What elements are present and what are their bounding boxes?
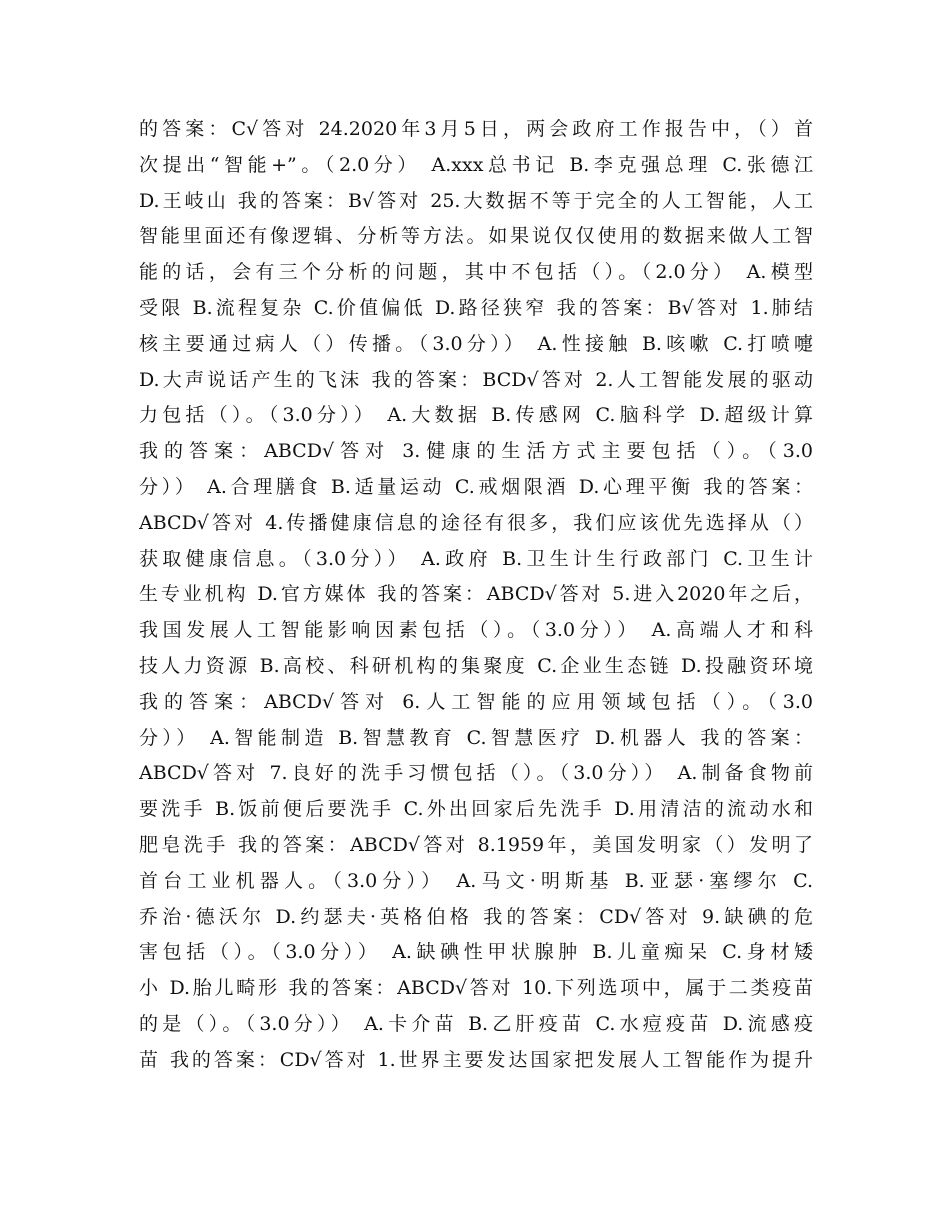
document-body	[139, 112, 813, 1079]
text-line: 小 D.胎儿畸形 我的答案：ABCD√答对 10.下列选项中，属于二类疫苗	[139, 977, 813, 1000]
text-line: 我的答案：ABCD√答对 6.人工智能的应用领域包括（）。（3.0	[139, 690, 813, 713]
text-line: 首台工业机器人。（3.0分）） A.马文·明斯基 B.亚瑟·塞缪尔 C.	[139, 869, 813, 892]
text-line: 生专业机构 D.官方媒体 我的答案：ABCD√答对 5.进入2020年之后，	[139, 583, 813, 606]
text-line: 技人力资源 B.高校、科研机构的集聚度 C.企业生态链 D.投融资环境	[139, 654, 813, 677]
text-line: 分）） A.合理膳食 B.适量运动 C.戒烟限酒 D.心理平衡 我的答案：	[139, 475, 813, 498]
text-line: 能的话，会有三个分析的问题，其中不包括（）。（2.0分） A.模型	[139, 261, 813, 284]
text-line: 获取健康信息。（3.0分）） A.政府 B.卫生计生行政部门 C.卫生计	[139, 547, 813, 570]
text-line: 核主要通过病人（）传播。（3.0分）） A.性接触 B.咳嗽 C.打喷嚏	[139, 332, 813, 355]
text-line: ABCD√答对 7.良好的洗手习惯包括（）。（3.0分）） A.制备食物前	[139, 762, 813, 785]
text-line: 害包括（）。（3.0分）） A.缺碘性甲状腺肿 B.儿童痴呆 C.身材矮	[139, 941, 813, 964]
text-line: 受限 B.流程复杂 C.价值偏低 D.路径狭窄 我的答案：B√答对 1.肺结	[139, 296, 813, 319]
text-line: 肥皂洗手 我的答案：ABCD√答对 8.1959年，美国发明家（）发明了	[139, 833, 813, 856]
text-line: 我国发展人工智能影响因素包括（）。（3.0分）） A.高端人才和科	[139, 619, 813, 642]
text-line: D.大声说话产生的飞沫 我的答案：BCD√答对 2.人工智能发展的驱动	[139, 368, 813, 391]
text-line: D.王岐山 我的答案：B√答对 25.大数据不等于完全的人工智能，人工	[139, 189, 813, 212]
text-line: 次提出“智能+”。（2.0分） A.xxx总书记 B.李克强总理 C.张德江	[139, 153, 813, 176]
text-line: 力包括（）。（3.0分）） A.大数据 B.传感网 C.脑科学 D.超级计算	[139, 404, 813, 427]
text-line: 的答案：C√答对 24.2020年3月5日，两会政府工作报告中，（）首	[139, 118, 813, 140]
text-line: 分）） A.智能制造 B.智慧教育 C.智慧医疗 D.机器人 我的答案：	[139, 726, 813, 749]
text-line: 我的答案：ABCD√答对 3.健康的生活方式主要包括（）。（3.0	[139, 440, 813, 463]
text-line: ABCD√答对 4.传播健康信息的途径有很多，我们应该优先选择从（）	[139, 511, 813, 534]
text-line: 要洗手 B.饭前便后要洗手 C.外出回家后先洗手 D.用清洁的流动水和	[139, 798, 813, 821]
text-line: 苗 我的答案：CD√答对 1.世界主要发达国家把发展人工智能作为提升	[139, 1048, 813, 1071]
text-line: 的是（）。（3.0分）） A.卡介苗 B.乙肝疫苗 C.水痘疫苗 D.流感疫	[139, 1012, 813, 1035]
text-line: 乔治·德沃尔 D.约瑟夫·英格伯格 我的答案：CD√答对 9.缺碘的危	[139, 905, 813, 928]
text-line: 智能里面还有像逻辑、分析等方法。如果说仅仅使用的数据来做人工智	[139, 225, 813, 248]
